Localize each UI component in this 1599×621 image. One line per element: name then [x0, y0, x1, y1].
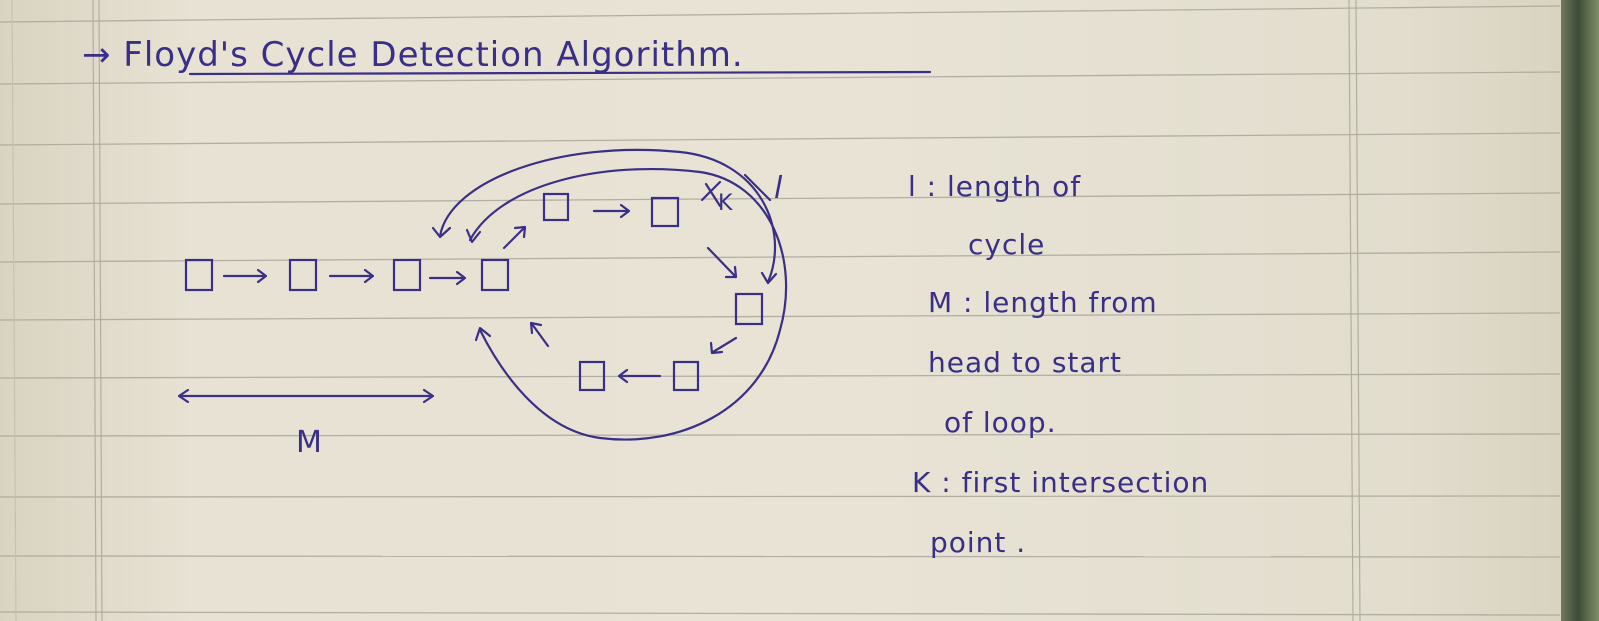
page-edge-line	[12, 0, 16, 621]
cycle-node	[736, 294, 762, 324]
list-node	[290, 260, 316, 290]
left-margin-line	[93, 0, 96, 621]
ruled-line	[0, 556, 1560, 557]
cycle-node	[544, 194, 568, 220]
note-line: l : length of	[908, 170, 1082, 203]
note-line: cycle	[968, 228, 1046, 261]
note-line: point .	[930, 526, 1027, 559]
note-line: of loop.	[944, 406, 1057, 439]
loop-start-node	[482, 260, 508, 290]
k-label: K	[718, 191, 734, 216]
next-arrow	[504, 228, 524, 248]
margin-lines	[12, 0, 1360, 621]
right-margin-line	[1349, 0, 1353, 621]
ruled-line	[0, 496, 1560, 497]
ruled-line	[0, 434, 1560, 436]
ruled-line	[0, 6, 1560, 22]
ruled-lines	[0, 6, 1560, 615]
next-arrow	[713, 338, 736, 352]
l-pointer-line	[745, 175, 770, 200]
ruled-line	[0, 313, 1560, 320]
m-label: M	[296, 425, 323, 460]
ruled-line	[0, 133, 1560, 145]
list-node	[186, 260, 212, 290]
note-line: head to start	[928, 346, 1123, 379]
right-margin-line	[1356, 0, 1360, 621]
cycle	[504, 194, 762, 390]
ruled-line	[0, 612, 1560, 615]
l-label: l	[774, 171, 784, 206]
next-arrow	[532, 324, 548, 346]
page-title: → Floyd's Cycle Detection Algorithm.	[82, 35, 744, 75]
ruled-line	[0, 374, 1560, 378]
linked-list-head	[186, 260, 508, 290]
left-margin-line	[99, 0, 102, 621]
cycle-node	[652, 198, 678, 226]
list-node	[394, 260, 420, 290]
note-line: M : length from	[928, 286, 1158, 319]
notes-block	[908, 170, 1209, 559]
ruled-line	[0, 252, 1560, 262]
next-arrow	[708, 248, 735, 276]
note-line: K : first intersection	[912, 466, 1210, 499]
